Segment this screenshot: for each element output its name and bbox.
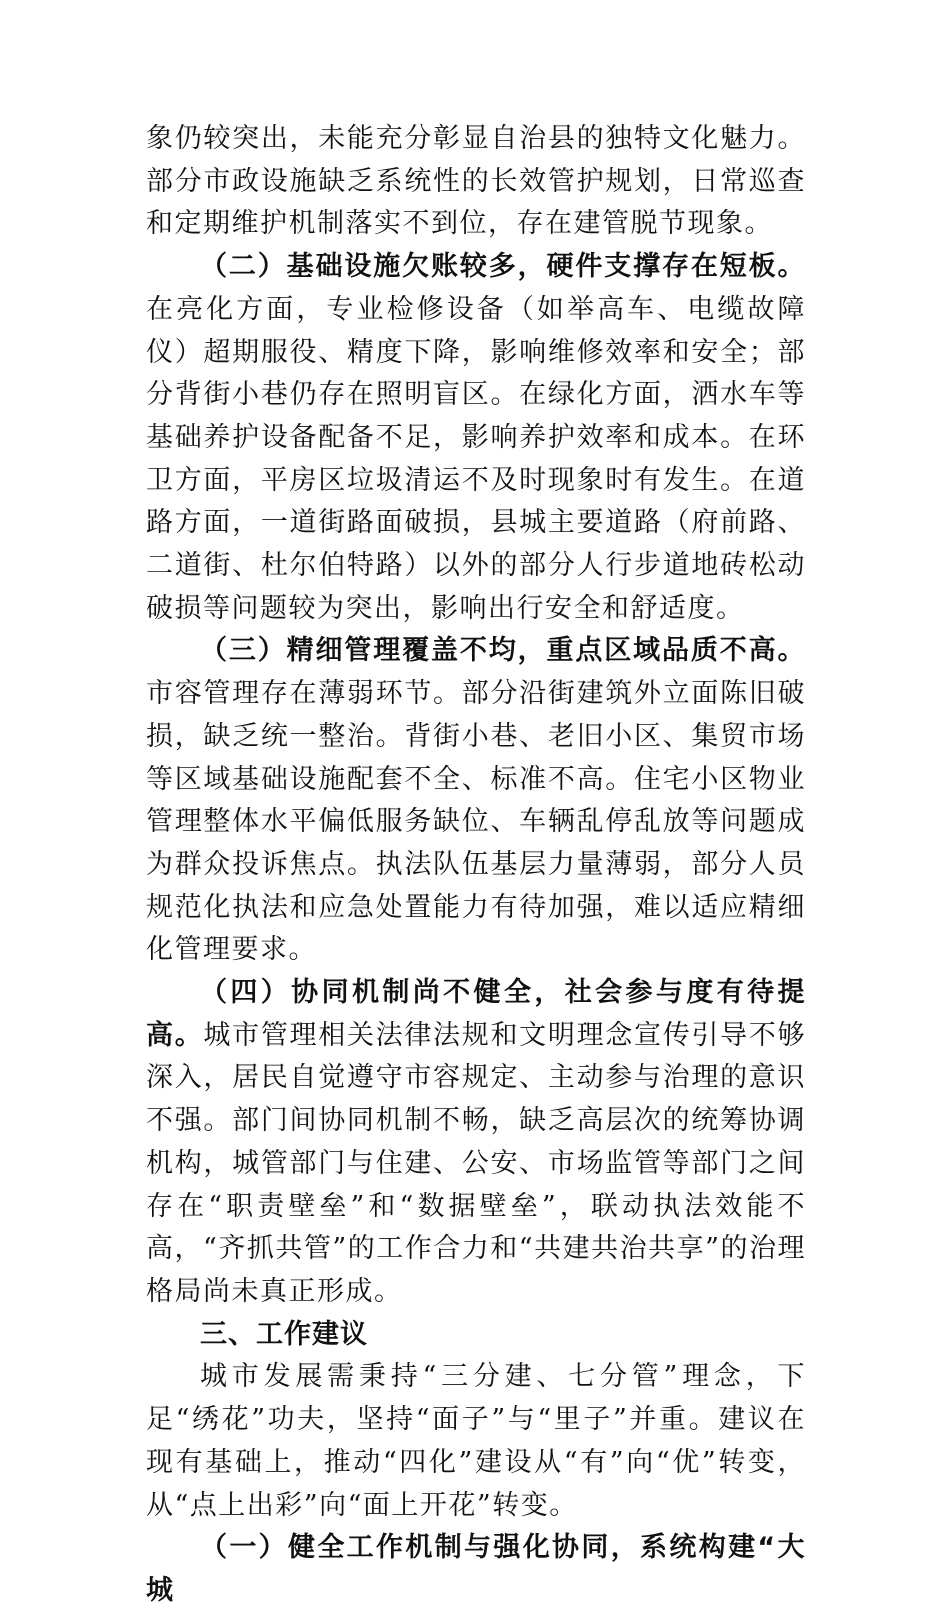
paragraph-suggestion-intro: 城市发展需秉持“三分建、七分管”理念，下足“绣花”功夫，坚持“面子”与“里子”并重。建议在现有基础上，推动“四化”建设从“有”向“优”转变，从“点上出彩”向“面上开花”转变。: [146, 1361, 806, 1521]
paragraph-text: 市容管理存在薄弱环节。部分沿街建筑外立面陈旧破损，缺乏统一整治。背街小巷、老旧小区、集贸市场等区域基础设施配套不全、标准不高。住宅小区物业管理整体水平偏低服务缺位、车辆乱停乱放等问题成为群众投诉焦点。执法队伍基层力量薄弱，部分人员规范化执法和应急处置能力有待加强，难以适应精细化管理要求。: [146, 678, 806, 966]
paragraph-text: 城市管理相关法律法规和文明理念宣传引导不够深入，居民自觉遵守市容规定、主动参与治理的意识不强。部门间协同机制不畅，缺乏高层次的统筹协调机构，城管部门与住建、公安、市场监管等部门之间存在“职责壁垒”和“数据壁垒”，联动执法效能不高，“齐抓共管”的工作合力和“共建共治共享”的治理格局尚未真正形成。: [146, 1019, 807, 1307]
paragraph-continuation: 象仍较突出，未能充分彰显自治县的独特文化魅力。部分市政设施缺乏系统性的长效管护规划，日常巡查和定期维护机制落实不到位，存在建管脱节现象。: [146, 123, 806, 240]
paragraph-management: [146, 630, 806, 972]
paragraph-coordination: [146, 972, 806, 1314]
paragraph-text: 在亮化方面，专业检修设备（如举高车、电缆故障仪）超期服役、精度下降，影响维修效率和安全；部分背街小巷仍存在照明盲区。在绿化方面，洒水车等基础养护设备配备不足，影响养护效率和成本。在环卫方面，平房区垃圾清运不及时现象时有发生。在道路方面，一道街路面破损，县城主要道路（府前路、二道街、杜尔伯特路）以外的部分人行步道地砖松动破损等问题较为突出，影响出行安全和舒适度。: [146, 293, 806, 624]
paragraph-lead-heading: （四）协同机制尚不健全，社会参与度有待提高。: [146, 977, 806, 1051]
paragraph-lead-heading: （二）基础设施欠账较多，硬件支撑存在短板。: [200, 251, 806, 283]
paragraph-lead-heading: （一）健全工作机制与强化协同，系统构建“大城: [146, 1532, 806, 1606]
paragraph-suggestion-first: [146, 1527, 806, 1612]
paragraph-infrastructure: [146, 246, 806, 630]
document-body: [146, 118, 806, 1613]
section-heading: 三、工作建议: [200, 1318, 368, 1350]
paragraph-lead-heading: （三）精细管理覆盖不均，重点区域品质不高。: [200, 635, 806, 667]
